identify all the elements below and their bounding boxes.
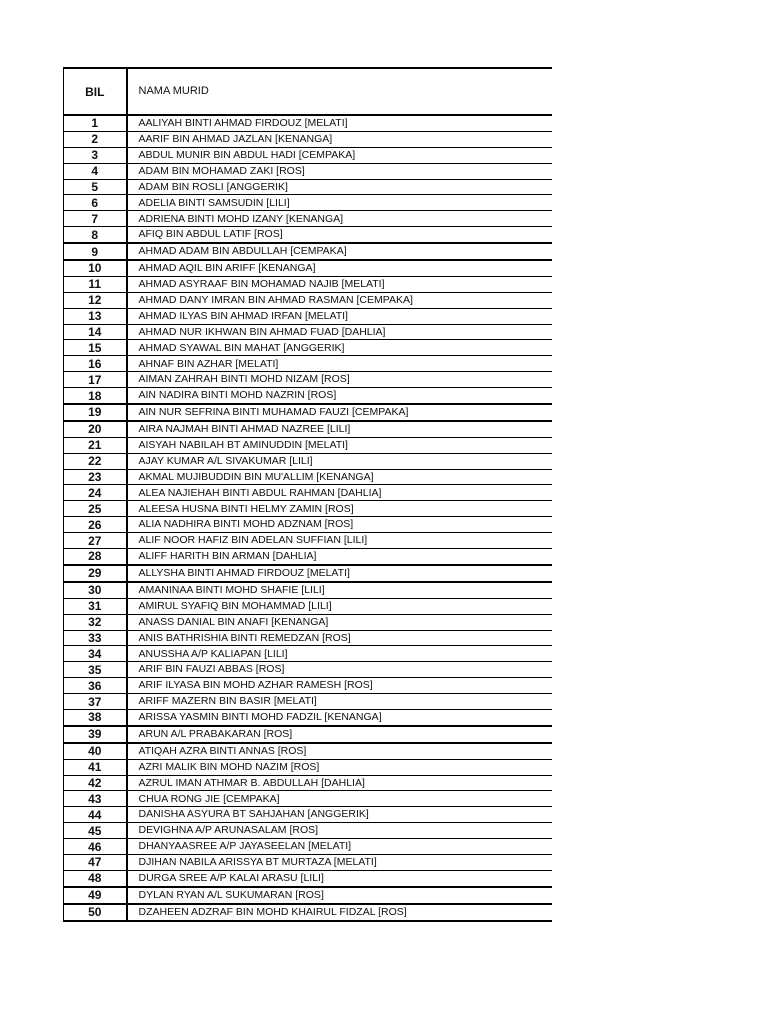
table-row: [64, 870, 552, 886]
row-number: 32: [64, 614, 127, 630]
student-name: ADRIENA BINTI MOHD IZANY [KENANGA]: [127, 211, 552, 227]
student-name: AHMAD NUR IKHWAN BIN AHMAD FUAD [DAHLIA]: [127, 324, 552, 340]
table-row: [64, 807, 552, 823]
table-row: [64, 421, 552, 437]
row-number: 34: [64, 646, 127, 662]
student-name: ARIF BIN FAUZI ABBAS [ROS]: [127, 662, 552, 678]
student-name: AIMAN ZAHRAH BINTI MOHD NIZAM [ROS]: [127, 372, 552, 388]
row-number: 36: [64, 678, 127, 694]
row-number: 20: [64, 421, 127, 437]
row-number: 7: [64, 211, 127, 227]
table-row: [64, 646, 552, 662]
table-row: [64, 469, 552, 485]
row-number: 48: [64, 870, 127, 886]
table-row: [64, 904, 552, 921]
row-number: 4: [64, 163, 127, 179]
student-name: ADAM BIN MOHAMAD ZAKI [ROS]: [127, 163, 552, 179]
header-nama-murid: NAMA MURID: [127, 68, 552, 115]
table-row: [64, 565, 552, 582]
student-name: DHANYAASREE A/P JAYASEELAN [MELATI]: [127, 839, 552, 855]
row-number: 12: [64, 292, 127, 308]
student-name: AHMAD DANY IMRAN BIN AHMAD RASMAN [CEMPAKA]: [127, 292, 552, 308]
student-table: [63, 67, 552, 922]
row-number: 39: [64, 726, 127, 743]
student-name: AZRI MALIK BIN MOHD NAZIM [ROS]: [127, 759, 552, 775]
row-number: 18: [64, 388, 127, 404]
row-number: 38: [64, 709, 127, 725]
table-header: [64, 68, 552, 115]
row-number: 41: [64, 759, 127, 775]
table-row: [64, 823, 552, 839]
student-name: AARIF BIN AHMAD JAZLAN [KENANGA]: [127, 131, 552, 147]
row-number: 37: [64, 694, 127, 710]
row-number: 44: [64, 807, 127, 823]
row-number: 17: [64, 372, 127, 388]
row-number: 33: [64, 630, 127, 646]
row-number: 35: [64, 662, 127, 678]
row-number: 24: [64, 485, 127, 501]
table-row: [64, 854, 552, 870]
student-name: DJIHAN NABILA ARISSYA BT MURTAZA [MELATI]: [127, 854, 552, 870]
row-number: 21: [64, 437, 127, 453]
table-row: [64, 887, 552, 904]
table-row: [64, 598, 552, 614]
table-row: [64, 356, 552, 372]
table-row: [64, 147, 552, 163]
row-number: 26: [64, 517, 127, 533]
student-name: ANASS DANIAL BIN ANAFI [KENANGA]: [127, 614, 552, 630]
student-name: AHNAF BIN AZHAR [MELATI]: [127, 356, 552, 372]
student-name: ADELIA BINTI SAMSUDIN [LILI]: [127, 195, 552, 211]
row-number: 5: [64, 179, 127, 195]
row-number: 31: [64, 598, 127, 614]
table-row: [64, 372, 552, 388]
student-name: ALLYSHA BINTI AHMAD FIRDOUZ [MELATI]: [127, 565, 552, 582]
student-name: ARIF ILYASA BIN MOHD AZHAR RAMESH [ROS]: [127, 678, 552, 694]
table-row: [64, 292, 552, 308]
row-number: 13: [64, 308, 127, 324]
student-name: DEVIGHNA A/P ARUNASALAM [ROS]: [127, 823, 552, 839]
student-name: ALEESA HUSNA BINTI HELMY ZAMIN [ROS]: [127, 501, 552, 517]
row-number: 29: [64, 565, 127, 582]
row-number: 2: [64, 131, 127, 147]
student-name: AHMAD ILYAS BIN AHMAD IRFAN [MELATI]: [127, 308, 552, 324]
table-row: [64, 404, 552, 421]
student-name: DZAHEEN ADZRAF BIN MOHD KHAIRUL FIDZAL [ROS]: [127, 904, 552, 921]
table-row: [64, 726, 552, 743]
table-row: [64, 227, 552, 243]
table-row: [64, 533, 552, 549]
table-row: [64, 759, 552, 775]
student-name: ANIS BATHRISHIA BINTI REMEDZAN [ROS]: [127, 630, 552, 646]
table-row: [64, 195, 552, 211]
student-name: ARISSA YASMIN BINTI MOHD FADZIL [KENANGA]: [127, 709, 552, 725]
student-name: ANUSSHA A/P KALIAPAN [LILI]: [127, 646, 552, 662]
row-number: 1: [64, 115, 127, 131]
table-row: [64, 163, 552, 179]
student-name: ALEA NAJIEHAH BINTI ABDUL RAHMAN [DAHLIA]: [127, 485, 552, 501]
row-number: 19: [64, 404, 127, 421]
row-number: 47: [64, 854, 127, 870]
header-bil: BIL: [64, 68, 127, 115]
table-row: [64, 709, 552, 725]
row-number: 30: [64, 582, 127, 598]
row-number: 43: [64, 791, 127, 807]
row-number: 49: [64, 887, 127, 904]
student-name: AHMAD ASYRAAF BIN MOHAMAD NAJIB [MELATI]: [127, 276, 552, 292]
table-row: [64, 775, 552, 791]
table-row: [64, 839, 552, 855]
table-row: [64, 308, 552, 324]
student-name: AMIRUL SYAFIQ BIN MOHAMMAD [LILI]: [127, 598, 552, 614]
student-name: ARUN A/L PRABAKARAN [ROS]: [127, 726, 552, 743]
table-row: [64, 340, 552, 356]
table-row: [64, 131, 552, 147]
table-row: [64, 437, 552, 453]
table-row: [64, 260, 552, 276]
student-name: AIN NADIRA BINTI MOHD NAZRIN [ROS]: [127, 388, 552, 404]
row-number: 11: [64, 276, 127, 292]
row-number: 25: [64, 501, 127, 517]
student-name: AZRUL IMAN ATHMAR B. ABDULLAH [DAHLIA]: [127, 775, 552, 791]
table-row: [64, 678, 552, 694]
table-body: [64, 115, 552, 921]
student-name: AKMAL MUJIBUDDIN BIN MU'ALLIM [KENANGA]: [127, 469, 552, 485]
table-row: [64, 453, 552, 469]
row-number: 15: [64, 340, 127, 356]
table-row: [64, 630, 552, 646]
student-name: ADAM BIN ROSLI [ANGGERIK]: [127, 179, 552, 195]
student-name: AHMAD AQIL BIN ARIFF [KENANGA]: [127, 260, 552, 276]
table-row: [64, 485, 552, 501]
table-row: [64, 243, 552, 260]
table-row: [64, 549, 552, 565]
row-number: 8: [64, 227, 127, 243]
student-name: DURGA SREE A/P KALAI ARASU [LILI]: [127, 870, 552, 886]
table-row: [64, 694, 552, 710]
student-name: AHMAD SYAWAL BIN MAHAT [ANGGERIK]: [127, 340, 552, 356]
student-name: ARIFF MAZERN BIN BASIR [MELATI]: [127, 694, 552, 710]
student-name: AHMAD ADAM BIN ABDULLAH [CEMPAKA]: [127, 243, 552, 260]
student-list-sheet: [63, 67, 551, 922]
row-number: 40: [64, 743, 127, 759]
table-row: [64, 614, 552, 630]
row-number: 6: [64, 195, 127, 211]
row-number: 23: [64, 469, 127, 485]
row-number: 9: [64, 243, 127, 260]
row-number: 16: [64, 356, 127, 372]
student-name: AMANINAA BINTI MOHD SHAFIE [LILI]: [127, 582, 552, 598]
student-name: AFIQ BIN ABDUL LATIF [ROS]: [127, 227, 552, 243]
student-name: DANISHA ASYURA BT SAHJAHAN [ANGGERIK]: [127, 807, 552, 823]
student-name: CHUA RONG JIE [CEMPAKA]: [127, 791, 552, 807]
student-name: AIN NUR SEFRINA BINTI MUHAMAD FAUZI [CEMPAKA]: [127, 404, 552, 421]
row-number: 45: [64, 823, 127, 839]
table-row: [64, 388, 552, 404]
student-name: AIRA NAJMAH BINTI AHMAD NAZREE [LILI]: [127, 421, 552, 437]
table-row: [64, 743, 552, 759]
student-name: AISYAH NABILAH BT AMINUDDIN [MELATI]: [127, 437, 552, 453]
row-number: 28: [64, 549, 127, 565]
table-row: [64, 501, 552, 517]
row-number: 46: [64, 839, 127, 855]
student-name: ALIFF HARITH BIN ARMAN [DAHLIA]: [127, 549, 552, 565]
student-name: ALIA NADHIRA BINTI MOHD ADZNAM [ROS]: [127, 517, 552, 533]
student-name: ABDUL MUNIR BIN ABDUL HADI [CEMPAKA]: [127, 147, 552, 163]
student-name: ATIQAH AZRA BINTI ANNAS [ROS]: [127, 743, 552, 759]
table-row: [64, 179, 552, 195]
student-name: AALIYAH BINTI AHMAD FIRDOUZ [MELATI]: [127, 115, 552, 131]
table-row: [64, 276, 552, 292]
student-name: DYLAN RYAN A/L SUKUMARAN [ROS]: [127, 887, 552, 904]
row-number: 22: [64, 453, 127, 469]
student-name: AJAY KUMAR A/L SIVAKUMAR [LILI]: [127, 453, 552, 469]
header-row: [64, 68, 552, 115]
table-row: [64, 324, 552, 340]
table-row: [64, 115, 552, 131]
student-name: ALIF NOOR HAFIZ BIN ADELAN SUFFIAN [LILI]: [127, 533, 552, 549]
row-number: 27: [64, 533, 127, 549]
row-number: 3: [64, 147, 127, 163]
table-row: [64, 662, 552, 678]
row-number: 10: [64, 260, 127, 276]
row-number: 42: [64, 775, 127, 791]
table-row: [64, 582, 552, 598]
table-row: [64, 211, 552, 227]
row-number: 14: [64, 324, 127, 340]
table-row: [64, 517, 552, 533]
table-row: [64, 791, 552, 807]
row-number: 50: [64, 904, 127, 921]
